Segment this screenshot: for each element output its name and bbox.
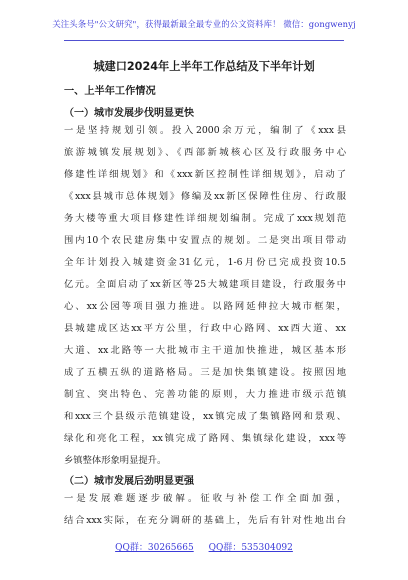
- paragraph-line: 一是坚持规划引领。投入2000余万元，编制了《xxx县: [64, 125, 346, 136]
- header-divider: [64, 40, 344, 41]
- qq-group-2[interactable]: QQ群：535304092: [208, 543, 293, 553]
- paragraph-2: [64, 488, 346, 532]
- paragraph-line: 绿化和亮化工程，xx镇完成了路网、集镇绿化建设，xxx等: [64, 433, 346, 444]
- paragraph-line: 成了五横五纵的道路格局。三是加快集镇建设。按照因地: [64, 367, 346, 378]
- subsection-heading-1: （一）城市发展步伐明显更快: [64, 108, 194, 119]
- paragraph-line: 制宜、突出特色、完善功能的原则，大力推进市级示范镇: [64, 389, 346, 400]
- paragraph-line: 大道、xx北路等一大批城市主干道加快推进，城区基本形: [64, 345, 346, 356]
- paragraph-line: 乡镇整体形象明显提升。: [64, 455, 167, 466]
- paragraph-line: 和xxx三个县级示范镇建设，xx镇完成了集镇路网和景观、: [64, 411, 346, 422]
- paragraph-line: 务大楼等重大项目修建性详细规划编制。完成了xxx规划范: [64, 213, 346, 224]
- paragraph-line: 亿元。全面启动了xx新区等25大城建项目建设，行政服务中: [64, 279, 346, 290]
- paragraph-line: 旅游城镇发展规划》、《西部新城核心区及行政服务中心: [64, 147, 346, 158]
- paragraph-line: 心、xx公园等项目强力推进。以路网延伸拉大城市框架，: [64, 301, 346, 312]
- footer-contact: [0, 540, 408, 553]
- document-title: 城建口2024年上半年工作总结及下半年计划: [93, 60, 315, 73]
- paragraph-line: 围内10个农民建房集中安置点的规划。二是突出项目带动: [64, 235, 346, 246]
- paragraph-line: 一是发展难题逐步破解。征收与补偿工作全面加强，: [64, 493, 346, 504]
- paragraph-1: [64, 120, 346, 472]
- paragraph-line: 全年计划投入城建资金31亿元，1-6月份已完成投资10.5: [64, 257, 346, 268]
- paragraph-line: 《xxx县城市总体规划》修编及xx新区保障性住房、行政服: [64, 191, 346, 202]
- subsection-heading-2: （二）城市发展后劲明显更强: [64, 476, 194, 487]
- promo-header: 关注头条号"公文研究"，获得最新最全最专业的公文资料库！ 微信：gongwenyj: [52, 19, 356, 29]
- paragraph-line: 修建性详细规划》和《xxx新区控制性详细规划》，启动了: [64, 169, 346, 180]
- paragraph-line: 结合xxx实际，在充分调研的基础上，先后有针对性地出台: [64, 515, 346, 526]
- paragraph-line: 县城建成区达xx平方公里，行政中心路网、xx西大道、xx: [64, 323, 346, 334]
- section-heading-1: 一、上半年工作情况: [64, 86, 156, 97]
- qq-group-1[interactable]: QQ群：30265665: [115, 543, 194, 553]
